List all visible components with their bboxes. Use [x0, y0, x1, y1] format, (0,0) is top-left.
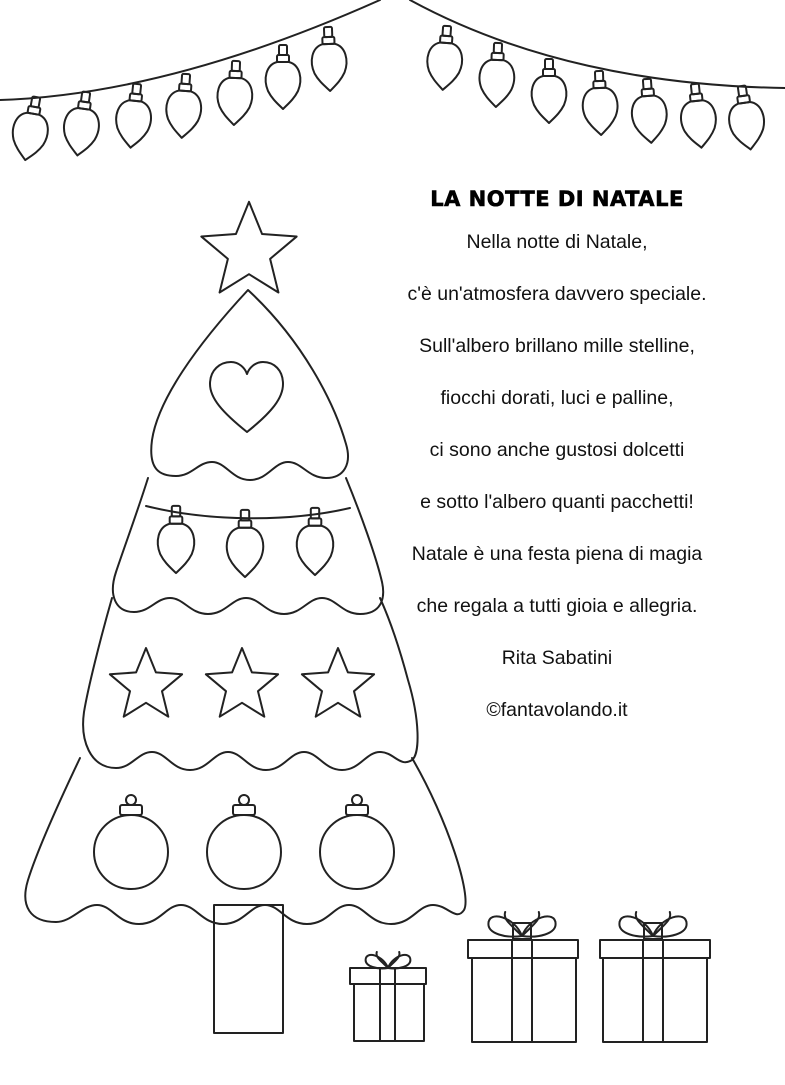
bulb-icon	[227, 510, 263, 577]
heart-icon	[210, 362, 283, 432]
poem-copyright: ©fantavolando.it	[486, 699, 628, 721]
poem-line: Nella notte di Natale,	[466, 231, 648, 253]
gift-small	[350, 952, 426, 1041]
star-icon	[206, 648, 278, 717]
star-icon	[302, 648, 374, 717]
poem-line: c'è un'atmosfera davvero speciale.	[407, 283, 707, 305]
garland-right	[410, 0, 785, 152]
poem-title: LA NOTTE DI NATALE	[430, 187, 684, 211]
bulb-icon	[297, 508, 333, 575]
tree-topper-star-icon	[201, 202, 296, 293]
bauble-icon	[320, 795, 394, 889]
poem-line: Sull'albero brillano mille stelline,	[419, 335, 695, 357]
bulb-icon	[158, 506, 194, 573]
bauble-icon	[94, 795, 168, 889]
star-icon	[110, 648, 182, 717]
poem-line: ci sono anche gustosi dolcetti	[429, 439, 685, 461]
poem-line: che regala a tutti gioia e allegria.	[416, 595, 698, 617]
poem	[375, 182, 739, 736]
bauble-icon	[207, 795, 281, 889]
poem-line: Natale è una festa piena di magia	[411, 543, 703, 565]
poem-line: fiocchi dorati, luci e palline,	[440, 387, 674, 409]
garland-left	[0, 0, 380, 163]
gift-medium	[468, 912, 578, 1042]
poem-author: Rita Sabatini	[501, 647, 613, 669]
gift-large	[600, 912, 710, 1042]
poem-line: e sotto l'albero quanti pacchetti!	[420, 491, 694, 513]
